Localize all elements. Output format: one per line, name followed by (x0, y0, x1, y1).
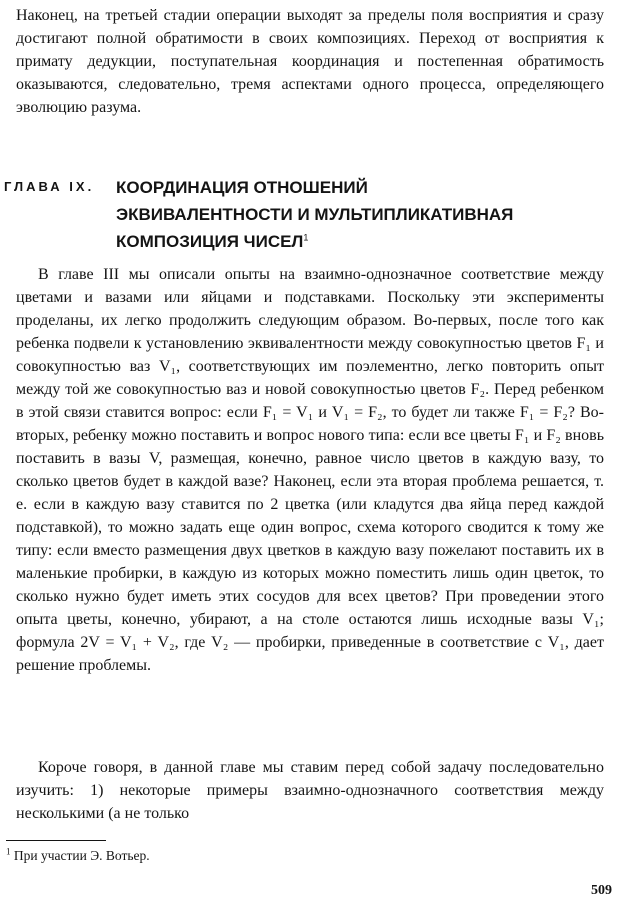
chapter-title-line-3 (116, 228, 606, 255)
page-number: 509 (591, 883, 612, 898)
footnote (6, 847, 150, 865)
main-paragraph: В главе III мы описали опыты на взаимно-однозначное соответствие между цветами и вазами или яйцами и подставками. Поскольку эти эксперименты проделаны, их легко продолжить следующим образом. Во-первых, после того как ребенка подвели к установлению эквивалентности между совокупностью цветов F₁ и совокупностью ваз V₁, соответствующих им поэлементно, легко повторить опыт между той же совокупностью ваз и новой совокупностью цветов F₂. Перед ребенком в этой связи ставится вопрос: если F₁ = V₁ и V₁ = F₂, то будет ли также F₁ = F₂? Во-вторых, ребенку можно поставить и вопрос нового типа: если все цветы F₁ и F₂ вновь поставить в вазы V, размещая, конечно, равное число цветов в каждую вазу, то сколько цветов будет в каждой вазе? Наконец, если эта вторая проблема решается, т. е. если в каждую вазу ставится по 2 цветка (или кладутся два яйца перед каждой подставкой), то можно задать еще один вопрос, схема которого сводится к тому же типу: если вместо размещения двух цветков в каждую вазу пожелают поставить их в маленькие пробирки, в каждую из которых можно поместить лишь один цветок, то сколько нужно будет иметь этих сосудов для всех цветов? При проведении этого опыта цветы, конечно, убирают, а на столе остаются лишь исходные вазы V₁; формула 2V = V₁ + V₂, где V₂ — пробирки, приведенные в соответствие с V₁, дает решение проблемы. (16, 266, 604, 674)
chapter-title-line-1: КООРДИНАЦИЯ ОТНОШЕНИЙ (116, 178, 368, 197)
footnote-text: При участии Э. Вотьер. (13, 848, 150, 863)
chapter-title-line-3-text: КОМПОЗИЦИЯ ЧИСЕЛ (116, 232, 304, 251)
intro-paragraph: Наконец, на третьей стадии операции выходят за пределы поля восприятия и сразу достигают полной обратимости в своих композициях. Переход от восприятия к примату дедукции, поступательная координация и постепенная обратимость оказываются, следовательно, тремя аспектами одного процесса, определяющего эволюцию разума. (16, 7, 604, 116)
footnote-rule (6, 840, 106, 841)
chapter-title (116, 174, 606, 255)
chapter-title-line-2: ЭКВИВАЛЕНТНОСТИ И МУЛЬТИПЛИКАТИВНАЯ (116, 205, 514, 224)
footnote-marker: 1 (6, 846, 11, 857)
summary-paragraph: Короче говоря, в данной главе мы ставим перед собой задачу последовательно изучить: 1) некоторые примеры взаимно-однозначного соответствия между несколькими (а не только (16, 759, 604, 822)
chapter-footnote-marker: 1 (303, 232, 309, 243)
chapter-label: ГЛАВА IX. (4, 179, 95, 194)
